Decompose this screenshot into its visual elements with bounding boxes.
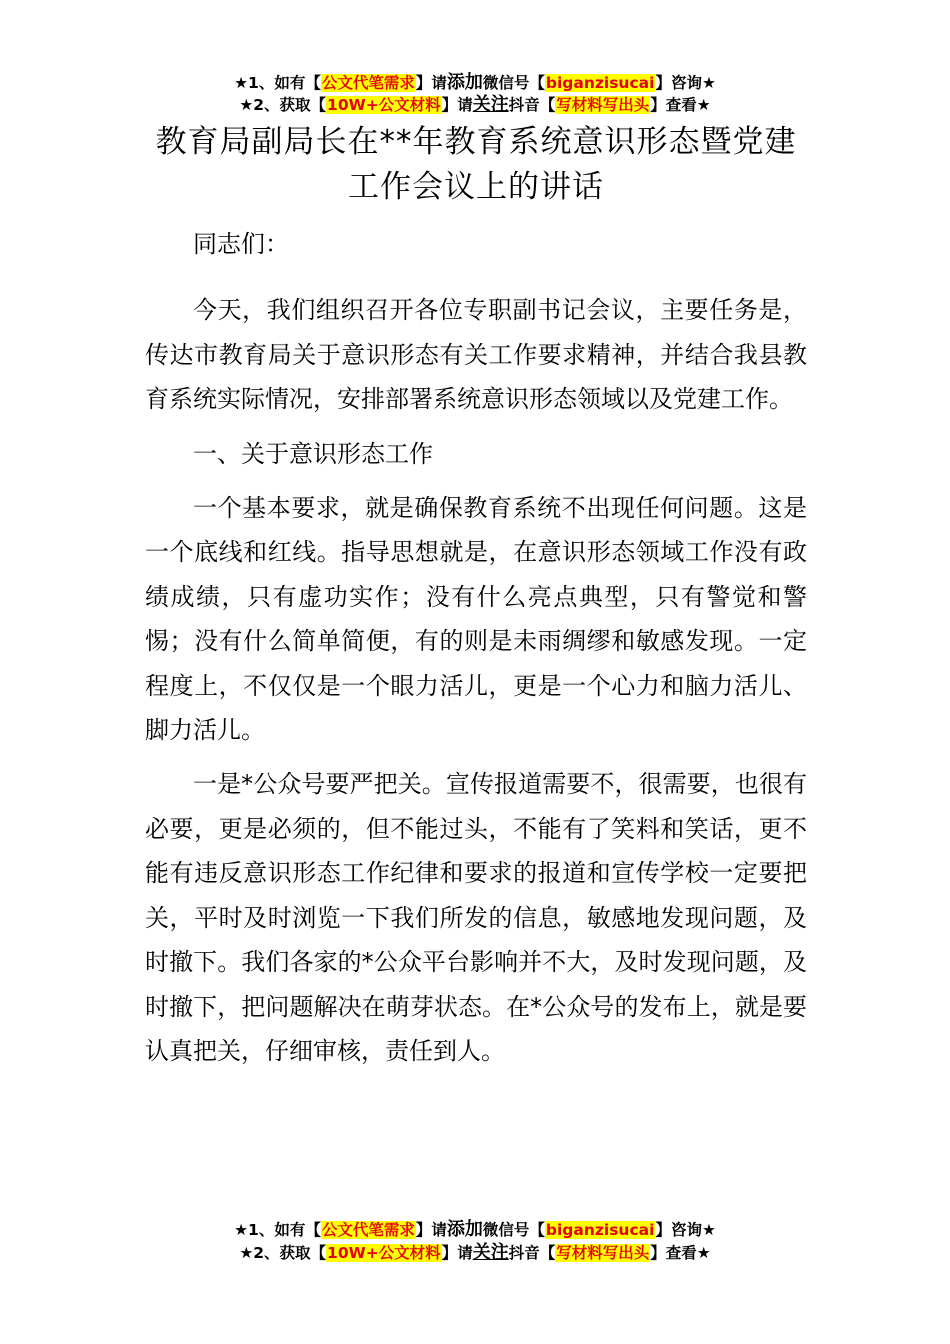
ad-text: 】查看★ (650, 1244, 711, 1262)
ad-wechat-id: biganzisucai (545, 1221, 655, 1239)
ad-text: ★1、如有【 (234, 1221, 321, 1239)
ad-highlight: 10W+公文材料 (327, 96, 441, 114)
top-ad-line-2 (0, 94, 950, 116)
ad-text: ★1、如有【 (234, 74, 321, 92)
ad-highlight: 公文代笔需求 (321, 74, 415, 92)
paragraph: 一个基本要求，就是确保教育系统不出现任何问题。这是一个底线和红线。指导思想就是，在意识形态领域工作没有政绩成绩，只有虚功实作；没有什么亮点典型，只有警觉和警惕；没有什么简单简便，有的则是未雨绸缪和敏感发现。一定程度上，不仅仅是一个眼力活儿，更是一个心力和脑力活儿、脚力活儿。 (145, 494, 807, 745)
ad-emphasis: 添加 (446, 1219, 483, 1240)
top-ad-line-1 (0, 72, 950, 94)
ad-text: 抖音【 (508, 1244, 556, 1262)
salutation: 同志们： (193, 230, 289, 258)
bottom-ad-line-2 (0, 1242, 950, 1264)
ad-text: 】请 (441, 1244, 473, 1262)
ad-douyin-id: 写材料写出头 (556, 96, 650, 114)
section-heading: 一、关于意识形态工作 (193, 439, 433, 468)
paragraph: 一是*公众号要严把关。宣传报道需要不，很需要，也很有必要，更是必须的，但不能过头，不能有了笑料和笑话，更不能有违反意识形态工作纪律和要求的报道和宣传学校一定要把关，平时及时浏览一下我们所发的信息，敏感地发现问题，及时撤下。我们各家的*公众平台影响并不大，及时发现问题，及时撤下，把问题解决在萌芽状态。在*公众号的发布上，就是要认真把关，仔细审核，责任到人。 (145, 770, 807, 1065)
ad-text: ★2、获取【 (239, 1244, 327, 1262)
ad-text: 】查看★ (650, 96, 711, 114)
ad-emphasis: 关注 (472, 94, 509, 115)
ad-text: 微信号【 (482, 74, 545, 92)
ad-wechat-id: biganzisucai (545, 74, 655, 92)
ad-emphasis: 关注 (472, 1242, 509, 1263)
ad-highlight: 10W+公文材料 (327, 1244, 441, 1262)
ad-text: 抖音【 (508, 96, 556, 114)
ad-text: 】咨询★ (655, 1221, 716, 1239)
ad-emphasis: 添加 (446, 72, 483, 93)
ad-text: 】请 (415, 74, 447, 92)
paragraph: 今天，我们组织召开各位专职副书记会议，主要任务是，传达市教育局关于意识形态有关工作要求精神，并结合我县教育系统实际情况，安排部署系统意识形态领域以及党建工作。 (145, 296, 807, 414)
ad-text: 】咨询★ (655, 74, 716, 92)
document-body (145, 222, 807, 1083)
bottom-ad-line-1 (0, 1219, 950, 1241)
ad-text: ★2、获取【 (239, 96, 327, 114)
ad-douyin-id: 写材料写出头 (556, 1244, 650, 1262)
ad-text: 】请 (441, 96, 473, 114)
ad-text: 微信号【 (482, 1221, 545, 1239)
document-title: 教育局副局长在**年教育系统意识形态暨党建工作会议上的讲话 (155, 124, 797, 205)
ad-text: 】请 (415, 1221, 447, 1239)
ad-highlight: 公文代笔需求 (321, 1221, 415, 1239)
